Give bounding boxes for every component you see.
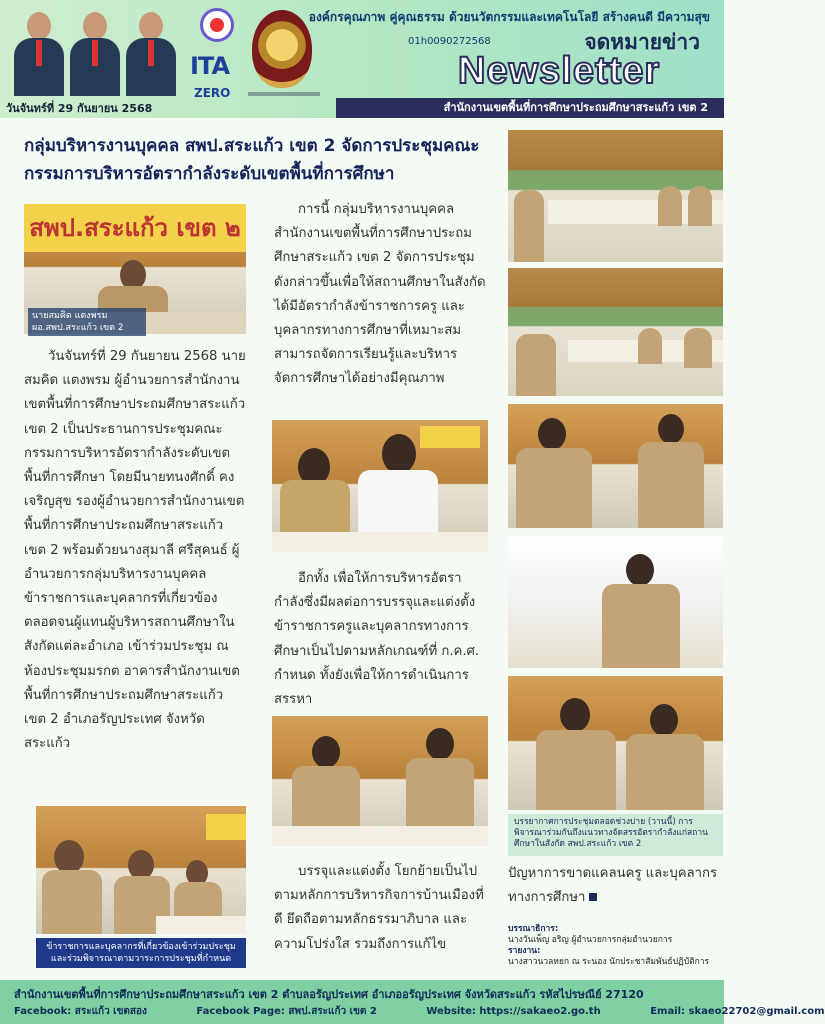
meeting-room-photo-2 <box>508 268 723 396</box>
director-caption: นายสมคิด แตงพรม ผอ.สพป.สระแก้ว เขต 2 <box>28 308 146 336</box>
footer-contacts <box>14 1004 825 1019</box>
body-column-right-end <box>508 862 723 910</box>
facebook-link[interactable]: Facebook: สระแก้ว เขตสอง <box>14 1006 147 1017</box>
meeting-photo-closeup <box>272 420 488 552</box>
meeting-photo-3 <box>508 404 723 528</box>
email-link[interactable]: Email: skaeo22702@gmail.com <box>650 1006 825 1017</box>
end-square-icon <box>589 893 597 901</box>
newsletter-thai-title: จดหมายข่าว <box>584 30 700 54</box>
article-title: กลุ่มบริหารงานบุคคล สพป.สระแก้ว เขต 2 จัดการประชุมคณะกรรมการบริหารอัตรากำลังระดับเขตพื้นที่การศึกษา <box>24 136 480 184</box>
reporter-label: รายงาน: <box>508 946 541 956</box>
zero-logo: ZERO <box>194 86 231 100</box>
ita-logo: ITA <box>190 52 230 80</box>
obec-seal-icon <box>252 10 312 88</box>
director-photo <box>24 204 246 334</box>
editor-name: นางวันเพ็ญ อริญ ผู้อำนวยการกลุ่มอำนวยการ <box>508 935 673 945</box>
executives-photo <box>10 4 180 96</box>
meeting-photo-participants <box>36 806 246 934</box>
body-column-middle-3: บรรจุและแต่งตั้ง โยกย้ายเป็นไปตามหลักการบริหารกิจการบ้านเมืองที่ดี ยึดถือตามหลักธรรมาภิบาล และความโปร่งใส รวมถึงการแก้ไข <box>274 864 484 952</box>
office-name-bar: สำนักงานเขตพื้นที่การศึกษาประถมศึกษาสระแก้ว เขต 2 <box>336 98 724 118</box>
executive-figure <box>122 6 180 96</box>
office-banner: สพป.สระแก้ว เขต ๒ <box>24 204 246 252</box>
meeting-room-photo-1 <box>508 130 723 262</box>
issue-date: วันจันทร์ที่ 29 กันยายน 2568 <box>6 102 153 115</box>
website-link[interactable]: Website: https://sakaeo2.go.th <box>426 1006 601 1017</box>
meeting-photo-4 <box>508 536 723 668</box>
body-column-middle-1: การนี้ กลุ่มบริหารงานบุคคล สำนักงานเขตพื้นที่การศึกษาประถมศึกษาสระแก้ว เขต 2 จัดการประชุมดังกล่าวขึ้นเพื่อให้สถานศึกษาในสังกัดได้มีอัตรากำลังข้าราชการครู และบุคลากรทางการศึกษาที่เหมาะสม สามารถจัดการเรียนรู้และบริหารจัดการศึกษาได้อย่างมีคุณภาพ <box>274 202 486 387</box>
executive-figure <box>66 6 124 96</box>
newsletter-title: Newsletter <box>458 50 661 92</box>
org-slogan: องค์กรคุณภาพ คู่คุณธรรม ด้วยนวัตกรรมและเทคโนโลยี สร้างคนดี มีความสุข <box>308 10 710 24</box>
seal-caption-line <box>248 92 320 96</box>
footer <box>0 980 825 1024</box>
meeting-photo-officials <box>272 716 488 846</box>
executive-figure <box>10 6 68 96</box>
credits <box>508 924 723 968</box>
meeting-photo-5 <box>508 676 723 810</box>
reporter-name: นางสาวนวลหยก ณ ระนอง นักประชาสัมพันธ์ปฏิบัติการ <box>508 957 710 967</box>
footer-address: สำนักงานเขตพื้นที่การศึกษาประถมศึกษาสระแก้ว เขต 2 ตำบลอรัญประเทศ อำเภออรัญประเทศ จังหวัดสระแก้ว รหัสไปรษณีย์ 27120 <box>14 988 644 1001</box>
newsletter-header <box>0 0 724 118</box>
body-right-text: ปัญหาการขาดแคลนครู และบุคลากรทางการศึกษา <box>508 866 718 906</box>
facebook-page-link[interactable]: Facebook Page: สพป.สระแก้ว เขต 2 <box>196 1006 377 1017</box>
round-emblem-icon <box>200 8 234 42</box>
afternoon-session-note: บรรยากาศการประชุมตลอดช่วงบ่าย (วานนี้) การพิจารณาร่วมกันถึงแนวทางจัดสรรอัตรากำลังแก่สถานศึกษาในสังกัด สพป.สระแก้ว เขต 2 <box>508 814 723 856</box>
registration-number: 01h0090272568 <box>408 36 491 47</box>
editor-label: บรรณาธิการ: <box>508 924 559 934</box>
body-column-left: วันจันทร์ที่ 29 กันยายน 2568 นายสมคิด แตงพรม ผู้อำนวยการสำนักงานเขตพื้นที่การศึกษาประถมศึกษาสระแก้ว เขต 2 เป็นประธานการประชุมคณะกรรมการบริหารอัตรากำลังระดับเขตพื้นที่การศึกษา โดยมีนายทนงศักดิ์ คงเจริญสุข รองผู้อำนวยการสำนักงานเขตพื้นที่การศึกษาประถมศึกษาสระแก้ว เขต 2 พร้อมด้วยนางสุมาลี ศรีสุคนธ์ ผู้อำนวยการกลุ่มบริหารงานบุคคล ข้าราชการและบุคลากรที่เกี่ยวข้อง ตลอดจนผู้แทนผู้บริหารสถานศึกษาในสังกัดแต่ละอำเภอ เข้าร่วมประชุม ณ ห้องประชุมมรกต อาคารสำนักงานเขตพื้นที่การศึกษาประถมศึกษาสระแก้ว เขต 2 อำเภอรัญประเทศ จังหวัดสระแก้ว <box>24 349 246 752</box>
participants-caption: ข้าราชการและบุคลากรที่เกี่ยวข้องเข้าร่วมประชุมและร่วมพิจารณาตามวาระการประชุมที่กำหนด <box>36 938 246 968</box>
body-column-middle-2: อีกทั้ง เพื่อให้การบริหารอัตรากำลังซึ่งมีผลต่อการบรรจุและแต่งตั้งข้าราชการครูและบุคลากรทางการศึกษาเป็นไปตามหลักเกณฑ์ที่ ก.ค.ศ. กำหนด ทั้งยังเพื่อให้การดำเนินการสรรหา <box>274 571 480 708</box>
